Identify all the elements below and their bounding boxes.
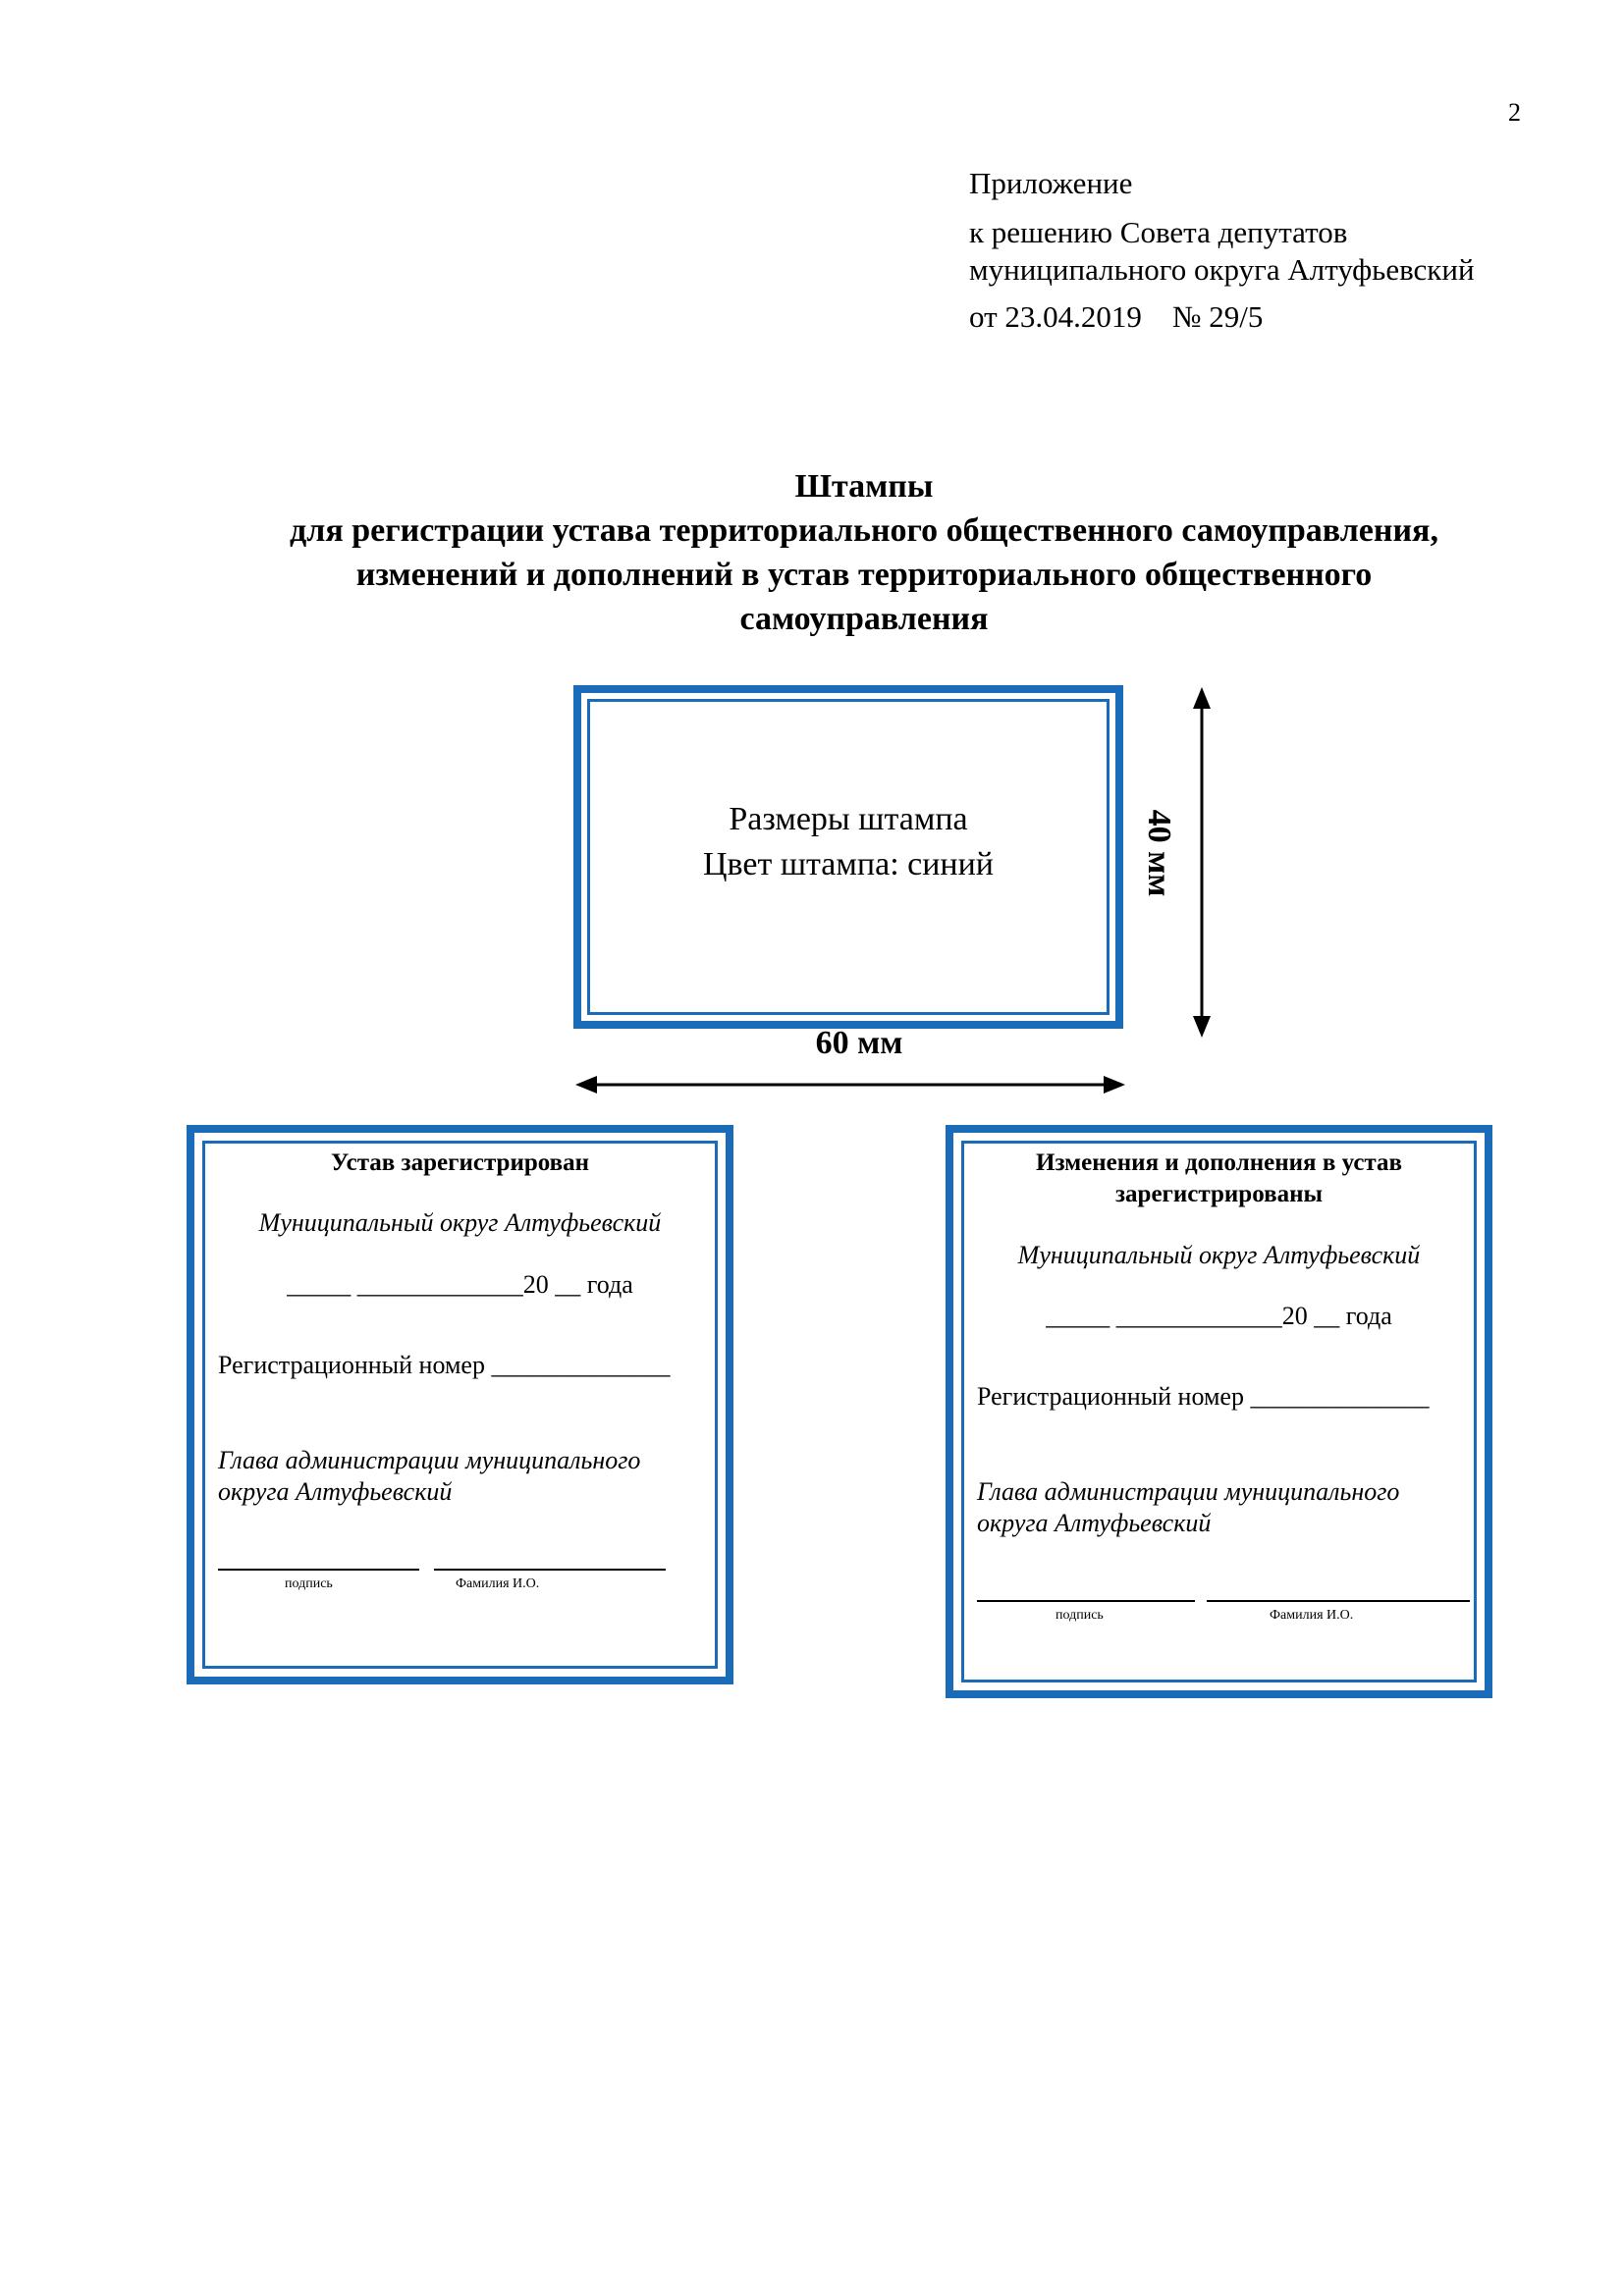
signature-line bbox=[977, 1600, 1195, 1602]
height-label: 40 мм bbox=[1141, 809, 1177, 897]
vertical-dimension-arrow bbox=[1193, 687, 1211, 1038]
stamp-date: _____ _____________20 __ года bbox=[287, 1270, 633, 1299]
title-line: для регистрации устава территориального общественного самоуправления, bbox=[290, 512, 1438, 549]
appendix-date: от 23.04.2019 № 29/5 bbox=[969, 299, 1264, 334]
stamp-head-admin: Глава администрации муниципального округа Алтуфьевский bbox=[218, 1446, 641, 1506]
signature-caption: подпись bbox=[285, 1576, 333, 1591]
stamp-header: Устав зарегистрирован bbox=[330, 1149, 590, 1176]
title-line: самоуправления bbox=[739, 601, 989, 637]
name-line bbox=[1207, 1600, 1470, 1602]
stamp-reg-number: Регистрационный номер ______________ bbox=[218, 1351, 671, 1379]
stamp-date: _____ _____________20 __ года bbox=[1046, 1302, 1392, 1330]
stamp-municipality: Муниципальный округ Алтуфьевский bbox=[1017, 1241, 1421, 1269]
appendix-title: Приложение bbox=[969, 166, 1133, 200]
signature-caption: подпись bbox=[1056, 1608, 1104, 1623]
title-line: Штампы bbox=[794, 468, 934, 505]
changes-registered-stamp bbox=[946, 1125, 1492, 1698]
stamp-municipality: Муниципальный округ Алтуфьевский bbox=[258, 1208, 662, 1237]
width-label: 60 мм bbox=[815, 1025, 903, 1061]
stamp-reg-number: Регистрационный номер ______________ bbox=[977, 1382, 1430, 1411]
title-line: изменений и дополнений в устав территориального общественного bbox=[355, 557, 1373, 593]
name-line bbox=[434, 1569, 666, 1571]
appendix-line: к решению Совета депутатов bbox=[969, 215, 1348, 249]
name-caption: Фамилия И.О. bbox=[1270, 1608, 1354, 1623]
horizontal-dimension-arrow bbox=[575, 1076, 1125, 1094]
signature-line bbox=[218, 1569, 419, 1571]
appendix-line: муниципального округа Алтуфьевский bbox=[969, 252, 1475, 287]
stamp-header: Изменения и дополнения в устав зарегистрированы bbox=[1036, 1149, 1402, 1207]
charter-registered-stamp bbox=[187, 1125, 733, 1684]
name-caption: Фамилия И.О. bbox=[456, 1576, 540, 1591]
stamp-head-admin: Глава администрации муниципального округа Алтуфьевский bbox=[977, 1477, 1400, 1537]
sample-stamp-color: Цвет штампа: синий bbox=[702, 846, 995, 882]
page-number: 2 bbox=[1508, 98, 1521, 127]
sample-stamp-size: Размеры штампа bbox=[729, 801, 968, 837]
